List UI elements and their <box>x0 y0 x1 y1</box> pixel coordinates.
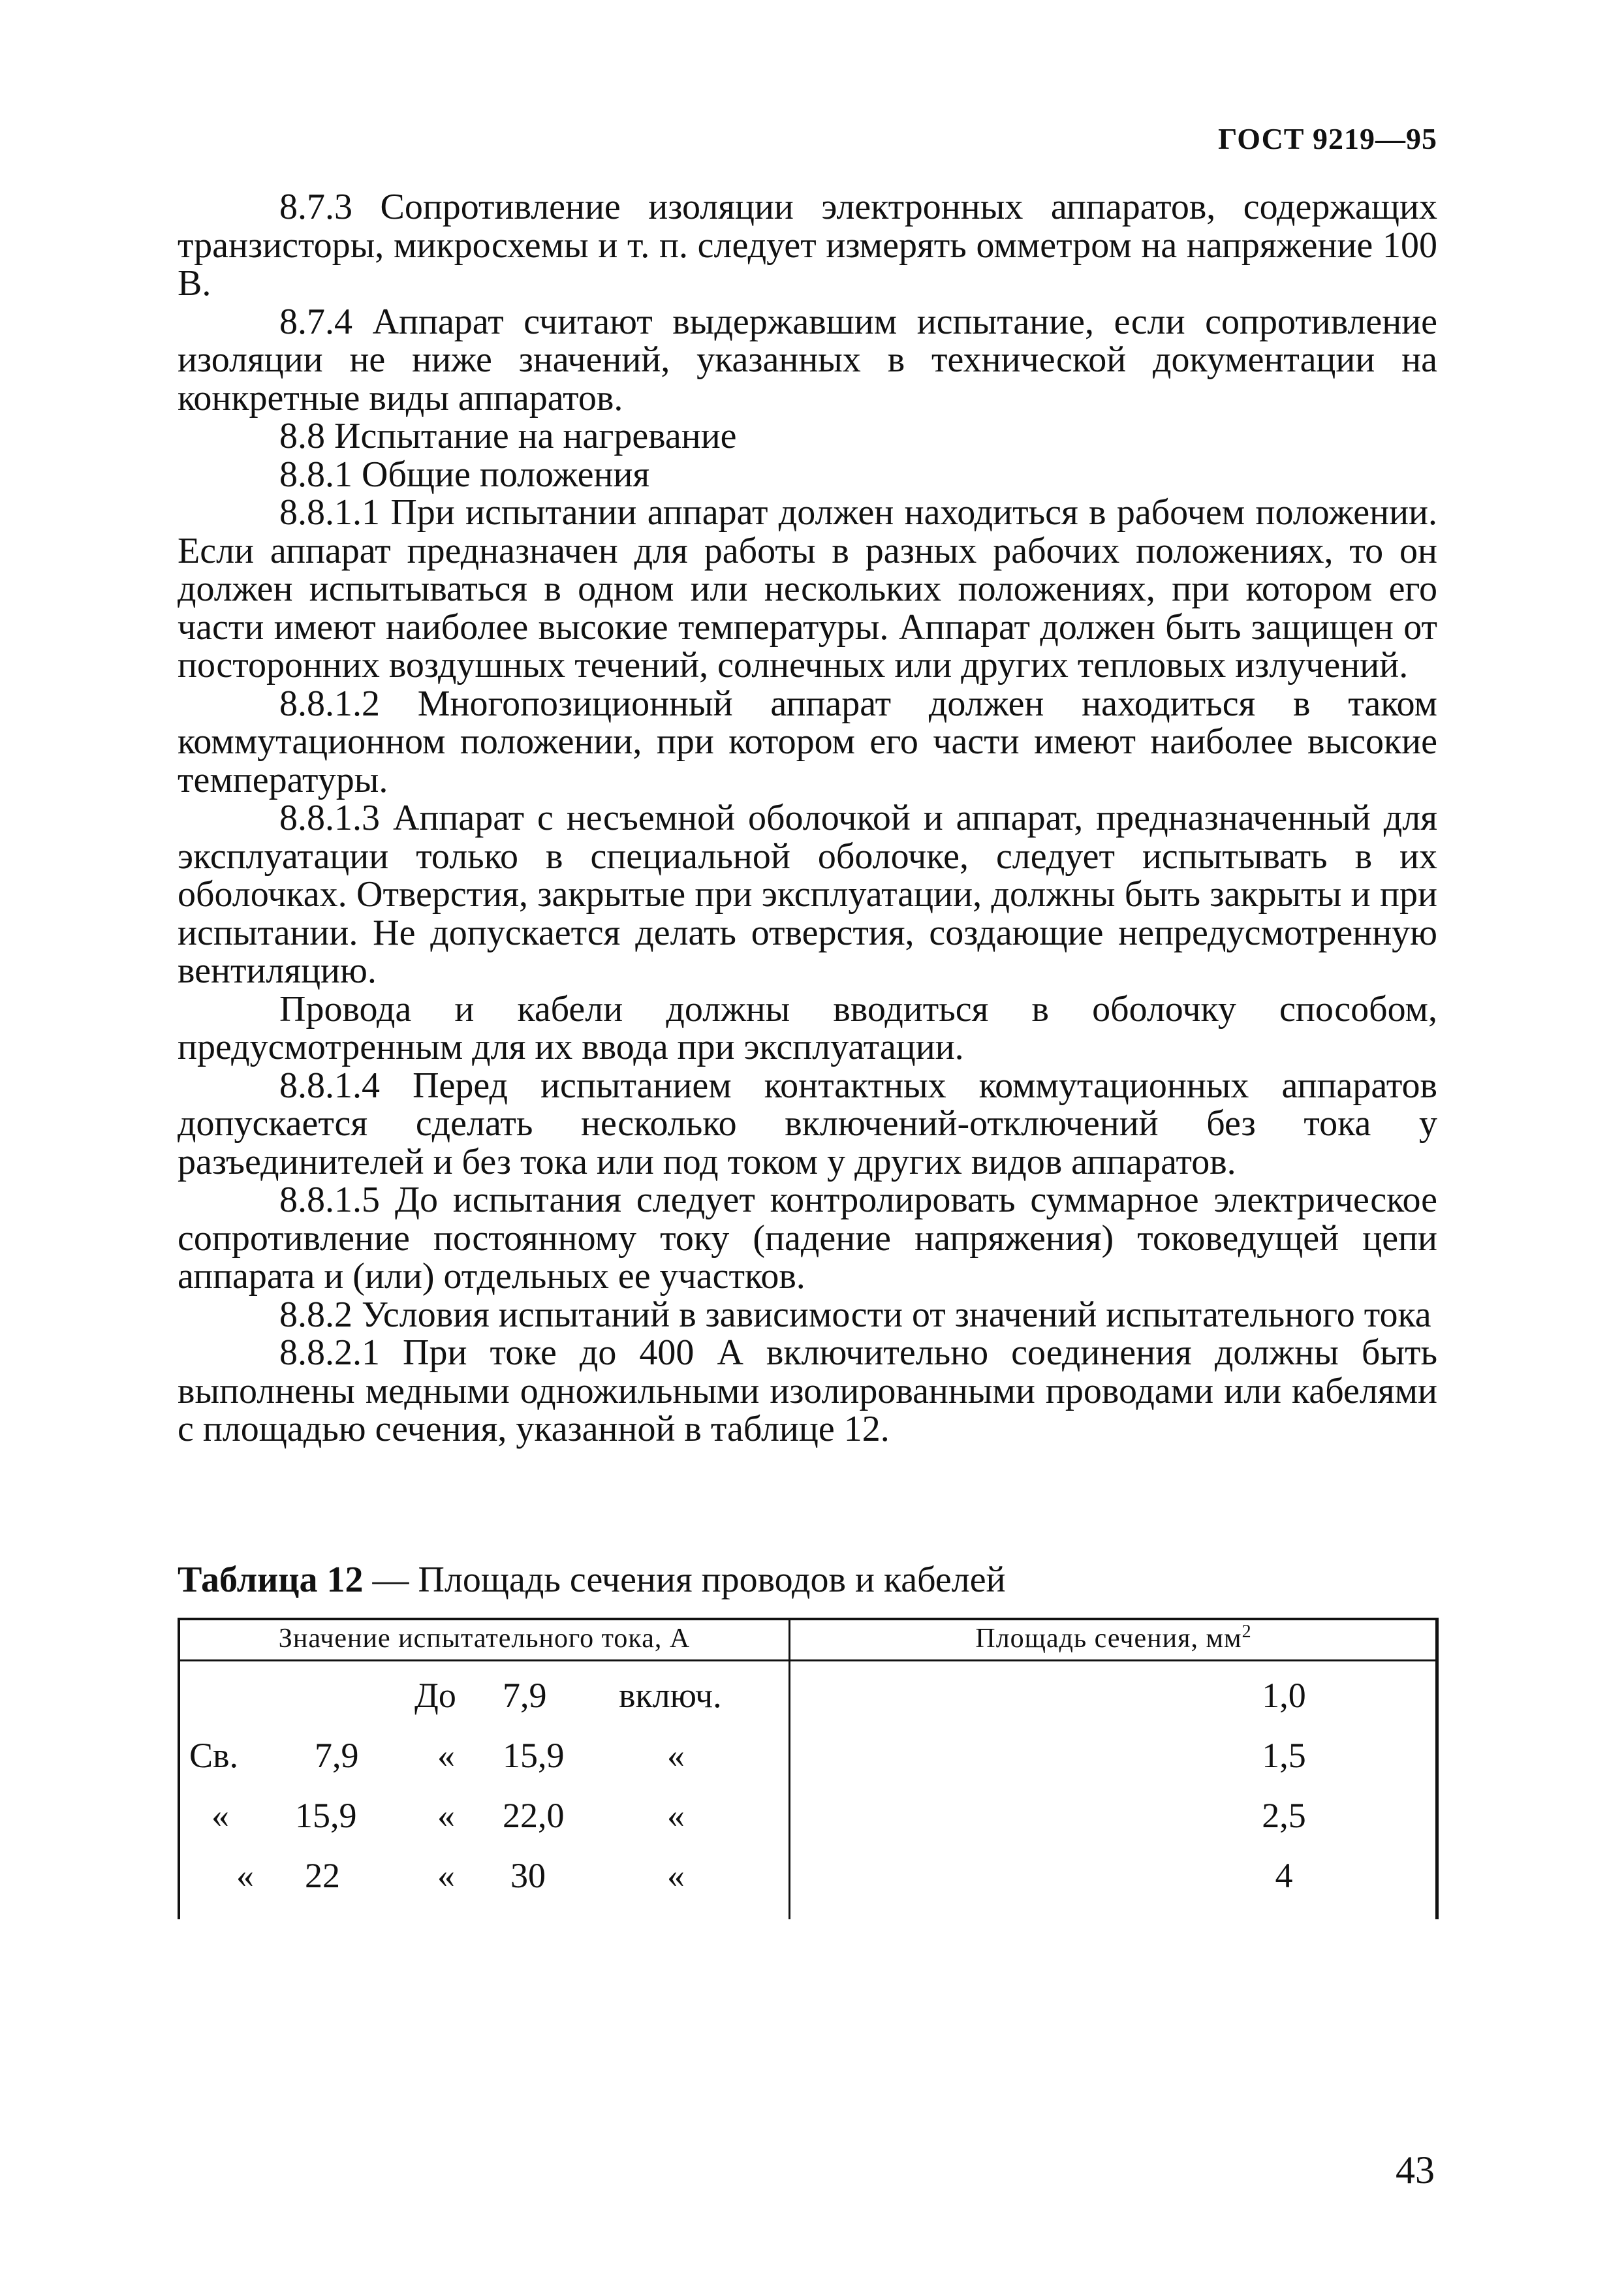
body-text <box>178 188 1437 1449</box>
row2-from: 7,9 <box>315 1736 359 1775</box>
row3-suffix: « <box>667 1796 685 1835</box>
row1-area: 1,0 <box>1262 1676 1306 1715</box>
row4-to-word: « <box>437 1856 455 1895</box>
section-heading-8-8-2: 8.8.2 Условия испытаний в зависимости от значений испытательного тока <box>279 1294 1431 1335</box>
row3-prefix: « <box>211 1796 229 1835</box>
paragraph-wires-cables: Провода и кабели должны вводиться в оболочку способом, предусмотренным для их ввода при эксплуатации. <box>178 988 1437 1067</box>
table-column-divider <box>789 1618 790 1919</box>
row4-to: 30 <box>510 1856 546 1895</box>
header-area-superscript: 2 <box>1241 1622 1252 1642</box>
row3-area: 2,5 <box>1262 1796 1306 1835</box>
paragraph-8-8-2-1: 8.8.2.1 При токе до 400 А включительно соединения должны быть выполнены медными одножильными изолированными проводами или кабелями с площадью сечения, указанной в таблице 12. <box>178 1332 1437 1449</box>
paragraph-8-7-4: 8.7.4 Аппарат считают выдержавшим испытание, если сопротивление изоляции не ниже значений, указанных в технической документации на конкретные виды аппаратов. <box>178 301 1437 418</box>
row3-to: 22,0 <box>503 1796 565 1835</box>
row4-suffix: « <box>667 1856 685 1895</box>
row4-prefix: « <box>236 1856 254 1895</box>
document-code-header: ГОСТ 9219—95 <box>1218 122 1437 155</box>
section-heading-8-8: 8.8 Испытание на нагревание <box>279 416 737 456</box>
table-caption-title: Площадь сечения проводов и кабелей <box>418 1560 1006 1600</box>
table-left-border <box>178 1618 180 1919</box>
row3-from: 15,9 <box>295 1796 357 1835</box>
row2-to: 15,9 <box>503 1736 565 1775</box>
row4-from: 22 <box>305 1856 340 1895</box>
row2-suffix: « <box>667 1736 685 1775</box>
table-caption-dash: — <box>372 1560 409 1600</box>
row2-prefix: Св. <box>189 1736 239 1775</box>
table-right-border <box>1435 1618 1439 1919</box>
row1-to-word: До <box>414 1676 456 1715</box>
cross-section-table <box>178 1618 1439 1919</box>
table-caption <box>178 1560 1006 1599</box>
paragraph-8-8-1-4: 8.8.1.4 Перед испытанием контактных коммутационных аппаратов допускается сделать несколько включений-отключений без тока у разъединителей и без тока или под током у других видов аппаратов. <box>178 1065 1437 1182</box>
row1-to: 7,9 <box>503 1676 547 1715</box>
row4-area: 4 <box>1275 1856 1293 1895</box>
paragraph-8-8-1-3: 8.8.1.3 Аппарат с несъемной оболочкой и аппарат, предназначенный для эксплуатации только в специальной оболочке, следует испытывать в их оболочках. Отверстия, закрытые при эксплуатации, должны быть закрыты и при испытании. Не допускается делать отверстия, создающие непредусмотренную вентиляцию. <box>178 798 1437 991</box>
row1-suffix: включ. <box>619 1676 722 1715</box>
table-label: Таблица 12 <box>178 1560 364 1600</box>
paragraph-8-8-1-2: 8.8.1.2 Многопозиционный аппарат должен находиться в таком коммутационном положении, при котором его части имеют наиболее высокие температуры. <box>178 683 1437 800</box>
header-area-label: Площадь сечения, мм <box>975 1624 1242 1654</box>
header-current: Значение испытательного тока, А <box>278 1624 691 1654</box>
page-number: 43 <box>1396 2148 1435 2192</box>
row3-to-word: « <box>437 1796 455 1835</box>
section-heading-8-8-1: 8.8.1 Общие положения <box>279 454 650 495</box>
paragraph-8-7-3: 8.7.3 Сопротивление изоляции электронных аппаратов, содержащих транзисторы, микросхемы и т. п. следует измерять омметром на напряжение 100 В. <box>178 187 1437 304</box>
row2-area: 1,5 <box>1262 1736 1306 1775</box>
paragraph-8-8-1-1: 8.8.1.1 При испытании аппарат должен находиться в рабочем положении. Если аппарат предназначен для работы в разных рабочих положениях, то он должен испытываться в одном или нескольких положениях, при котором его части имеют наиболее высокие температуры. Аппарат должен быть защищен от посторонних воздушных течений, солнечных или других тепловых излучений. <box>178 492 1437 685</box>
table-header-rule <box>178 1659 1439 1661</box>
header-area <box>794 1619 1433 1658</box>
row2-to-word: « <box>437 1736 455 1775</box>
paragraph-8-8-1-5: 8.8.1.5 До испытания следует контролировать суммарное электрическое сопротивление постоянному току (падение напряжения) токоведущей цепи аппарата и (или) отдельных ее участков. <box>178 1180 1437 1296</box>
